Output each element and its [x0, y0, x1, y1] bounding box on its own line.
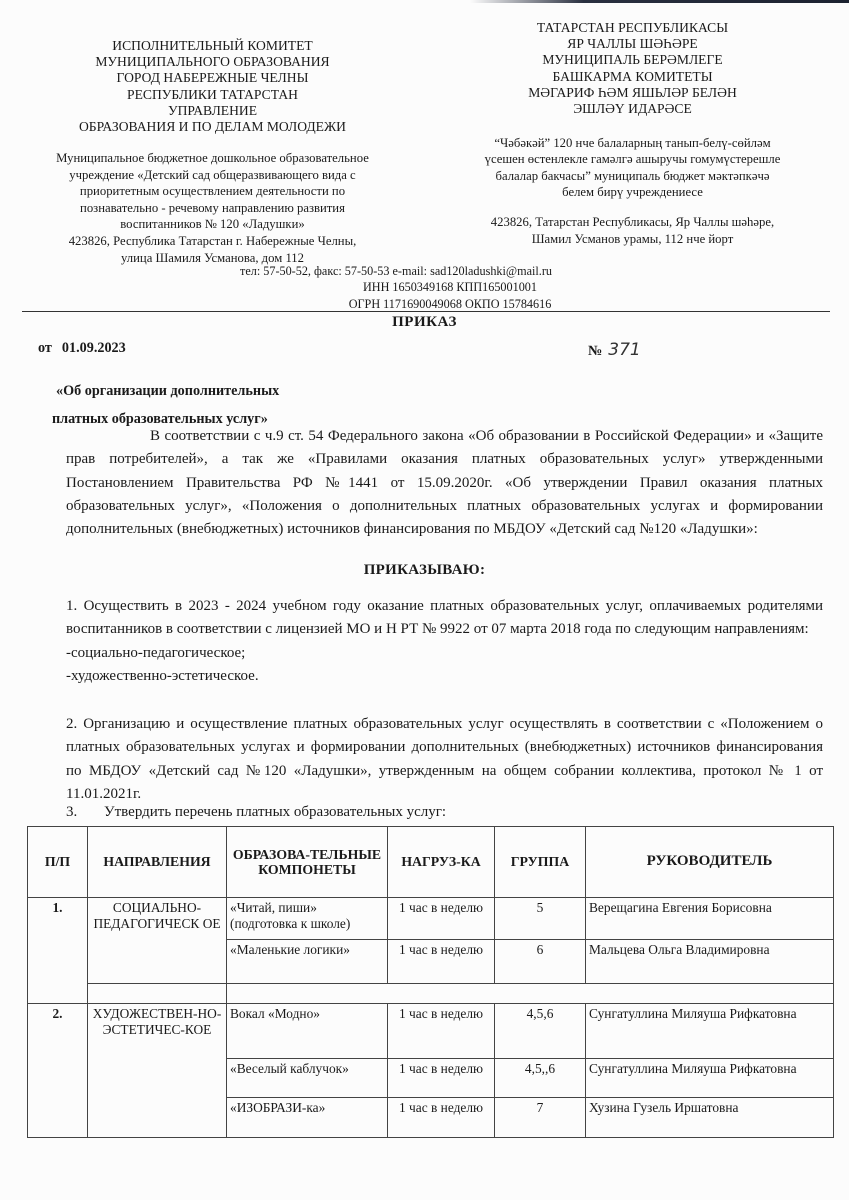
item-1-bullet: -художественно-эстетическое.: [66, 667, 259, 684]
leader-cell: Мальцева Ольга Владимировна: [586, 940, 834, 984]
org-line: балалар бакчасы” муниципаль бюджет мәктәпкәчә: [495, 168, 770, 183]
contact-ogrn: ОГРН 1171690049068 ОКПО 15784616: [348, 296, 552, 311]
group-cell: 5: [495, 898, 586, 940]
letterhead-line: ГОРОД НАБЕРЕЖНЫЕ ЧЕЛНЫ: [116, 70, 309, 86]
org-line: улица Шамиля Усманова, дом 112: [121, 250, 304, 265]
subject-line: «Об организации дополнительных: [56, 383, 280, 399]
table-header-row: [28, 827, 834, 898]
letterhead-line: ЯР ЧАЛЛЫ ШӘҺӘРЕ: [567, 36, 698, 52]
table-row: [28, 898, 834, 940]
preamble-paragraph: В соответствии с ч.9 ст. 54 Федерального закона «Об образовании в Российской Федерации» и «Защите прав потребителей», а так же «Правилами оказания платных образовательных услуг» утвержденными Постановлением Правительства РФ №1441 от 15.09.2020г. «Об утверждении Правил оказания платных образовательных услуг», «Положения о дополнительных платных образовательных услугах и формировании дополнительных (внебюджетных) источников финансирования по МБДОУ «Детский сад №120 «Ладушки»:: [66, 428, 823, 538]
section-direction: ХУДОЖЕСТВЕН-НО-ЭСТЕТИЧЕС-КОЕ: [88, 1004, 227, 1138]
component-cell: Вокал «Модно»: [227, 1004, 388, 1059]
letterhead-line: ЭШЛӘҮ ИДАРӘСЕ: [573, 101, 692, 117]
header-num: П/П: [28, 827, 88, 898]
org-line: “Чәбәкәй” 120 нче балаларның танып-белү-сөйләм: [494, 136, 771, 150]
org-line: белем бирү учреждениесе: [562, 185, 703, 200]
header-direction: НАПРАВЛЕНИЯ: [88, 827, 227, 898]
header-leader: РУКОВОДИТЕЛЬ: [586, 827, 834, 898]
order-date: [38, 340, 126, 357]
item-3: [66, 804, 446, 821]
group-cell: 4,5,,6: [495, 1059, 586, 1098]
item-2: 2. Организацию и осуществление платных образовательных услуг осуществлять в соответствии с «Положением о платных образовательных услугах и формировании дополнительных (внебюджетных) источников финансирования по МБДОУ «Детский сад №120 «Ладушки», утвержденным на общем собрании коллектива, протокол № 1 от 11.01.2021г.: [66, 716, 823, 802]
item-1-bullet: -социально-педагогическое;: [66, 644, 246, 661]
letterhead-left-authority: [40, 38, 385, 135]
organization-right: [460, 135, 805, 201]
scan-edge: [470, 0, 849, 3]
letterhead-line: БАШКАРМА КОМИТЕТЫ: [552, 68, 713, 84]
letterhead-line: МӘГАРИФ ҺӘМ ЯШЬЛӘР БЕЛӘН: [528, 84, 737, 100]
directive-heading: ПРИКАЗЫВАЮ:: [363, 562, 486, 578]
letterhead-line: МУНИЦИПАЛЬ БЕРӘМЛЕГЕ: [542, 52, 723, 68]
item-3-number: 3.: [66, 804, 78, 820]
address-line: 423826, Татарстан Республикасы, Яр Чаллы шәһәре,: [490, 215, 775, 229]
section-num: 2.: [28, 1004, 88, 1138]
header-load: НАГРУЗ-КА: [388, 827, 495, 898]
section-num: 1.: [28, 898, 88, 1004]
contact-inn: ИНН 1650349168 КПП165001001: [362, 280, 537, 295]
letterhead-line: РЕСПУБЛИКИ ТАТАРСТАН: [127, 86, 298, 102]
component-cell: «Маленькие логики»: [227, 940, 388, 984]
letterhead-line: МУНИЦИПАЛЬНОГО ОБРАЗОВАНИЯ: [95, 54, 330, 70]
org-line: үсешен өстенлекле гамәлгә ашыручы гомумүстерешле: [484, 152, 781, 167]
spacer-cell: [227, 984, 834, 1004]
org-line: познавательно - речевому направлению развития: [80, 200, 345, 215]
services-table: [27, 826, 834, 1138]
item-1: [66, 595, 823, 688]
organization-left: [20, 150, 405, 266]
document-title: ПРИКАЗ: [392, 314, 457, 330]
leader-cell: Верещагина Евгения Борисовна: [586, 898, 834, 940]
letterhead-line: УПРАВЛЕНИЕ: [167, 102, 258, 118]
date-prefix: от: [38, 340, 52, 356]
group-cell: 6: [495, 940, 586, 984]
table-spacer-row: [28, 984, 834, 1004]
group-cell: 7: [495, 1098, 586, 1138]
org-line: 423826, Республика Татарстан г. Набережные Челны,: [68, 233, 357, 248]
spacer-cell: [88, 984, 227, 1004]
number-prefix: №: [588, 343, 603, 359]
org-line: воспитанников № 120 «Ладушки»: [120, 217, 305, 232]
leader-cell: Хузина Гузель Иршатовна: [586, 1098, 834, 1138]
contacts-block: [200, 263, 700, 312]
component-cell: «Читай, пиши» (подготовка к школе): [227, 898, 388, 940]
header-components: ОБРАЗОВА-ТЕЛЬНЫЕ КОМПОНЕТЫ: [227, 827, 388, 898]
header-divider: [22, 311, 830, 312]
order-number: [588, 340, 641, 360]
header-group: ГРУППА: [495, 827, 586, 898]
table-row: [28, 1004, 834, 1059]
section-direction: СОЦИАЛЬНО-ПЕДАГОГИЧЕСК ОЕ: [88, 898, 227, 984]
date-value: 01.09.2023: [61, 340, 126, 356]
load-cell: 1 час в неделю: [388, 940, 495, 984]
letterhead-line: ТАТАРСТАН РЕСПУБЛИКАСЫ: [536, 20, 729, 35]
leader-cell: Сунгатуллина Миляуша Рифкатовна: [586, 1059, 834, 1098]
address-right: [460, 214, 805, 248]
letterhead-line: ОБРАЗОВАНИЯ И ПО ДЕЛАМ МОЛОДЕЖИ: [78, 119, 346, 135]
leader-cell: Сунгатуллина Миляуша Рифкатовна: [586, 1004, 834, 1059]
load-cell: 1 час в неделю: [388, 1098, 495, 1138]
org-line: приоритетным осуществлением деятельности по: [79, 184, 346, 199]
org-line: учреждение «Детский сад общеразвивающего вида с: [69, 167, 356, 182]
contact-phone-email: тел: 57-50-52, факс: 57-50-53 e-mail: sad120ladushki@mail.ru: [240, 264, 552, 278]
address-line: Шамил Усманов урамы, 112 нче йорт: [531, 232, 734, 246]
load-cell: 1 час в неделю: [388, 1004, 495, 1059]
load-cell: 1 час в неделю: [388, 898, 495, 940]
number-value-handwritten: 371: [608, 340, 641, 360]
component-cell: «ИЗОБРАЗИ-ка»: [227, 1098, 388, 1138]
group-cell: 4,5,6: [495, 1004, 586, 1059]
load-cell: 1 час в неделю: [388, 1059, 495, 1098]
org-line: Муниципальное бюджетное дошкольное образовательное: [56, 151, 369, 165]
item-3-text: Утвердить перечень платных образовательных услуг:: [104, 804, 447, 820]
subject-line: платных образовательных услуг»: [52, 411, 268, 427]
letterhead-line: ИСПОЛНИТЕЛЬНЫЙ КОМИТЕТ: [112, 38, 313, 53]
letterhead-right-authority: [460, 20, 805, 117]
item-1-text: 1. Осуществить в 2023 - 2024 учебном году оказание платных образовательных услуг, оплачиваемых родителями воспитанников в соответствии с лицензией МО и Н РТ № 9922 от 07 марта 2018 года по следующим направлениям:: [66, 598, 823, 638]
component-cell: «Веселый каблучок»: [227, 1059, 388, 1098]
